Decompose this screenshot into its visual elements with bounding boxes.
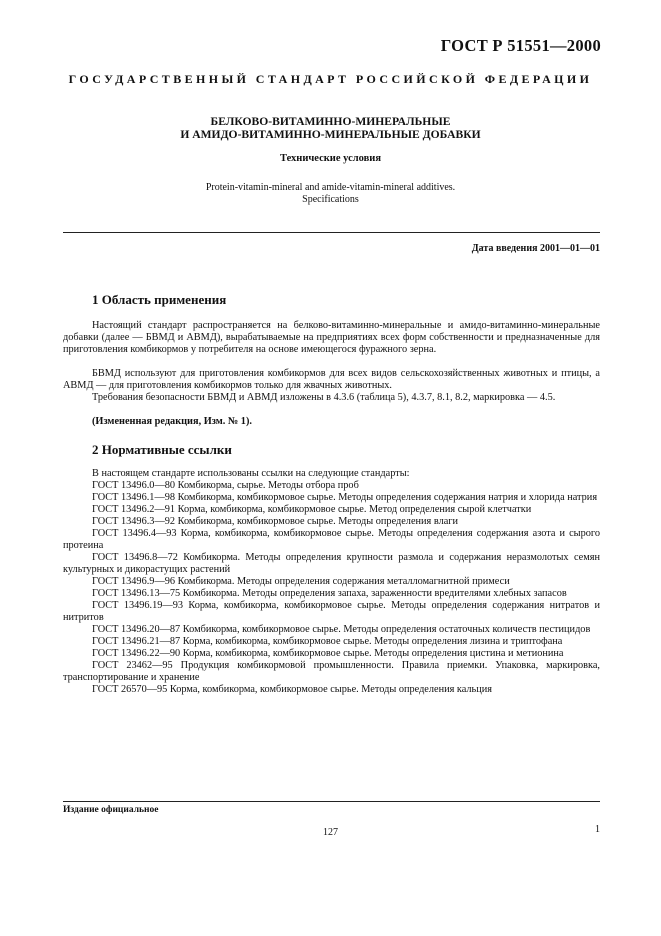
reference-item: ГОСТ 13496.1—98 Комбикорма, комбикормовое сырье. Методы определения содержания натрия и хлорида натрия xyxy=(92,492,598,503)
reference-item: ГОСТ 23462—95 Продукция комбикормовой промышленности. Правила приемки. Упаковка, маркировка, транспортирование и хранение xyxy=(63,660,600,683)
reference-item: ГОСТ 13496.4—93 Корма, комбикорма, комбикормовое сырье. Методы определения содержания азота и сырого протеина xyxy=(63,528,600,551)
title-line-2: И АМИДО-ВИТАМИННО-МИНЕРАЛЬНЫЕ ДОБАВКИ xyxy=(180,128,481,141)
section-1-heading: 1 Область применения xyxy=(92,292,227,307)
section-1-paragraph-2: БВМД используют для приготовления комбикормов для всех видов сельскохозяйственных животных и птицы, а АВМД — для приготовления комбикормов только для жвачных животных. xyxy=(63,368,600,391)
reference-item: ГОСТ 13496.0—80 Комбикорма, сырье. Методы отбора проб xyxy=(92,480,359,491)
section-1-paragraph-3: Требования безопасности БВМД и АВМД изложены в 4.3.6 (таблица 5), 4.3.7, 8.1, 8.2, маркировка — 4.5. xyxy=(92,392,556,403)
reference-item: ГОСТ 13496.22—90 Корма, комбикорма, комбикормовое сырье. Методы определения цистина и метионина xyxy=(92,648,564,659)
document-subtitle: Технические условия xyxy=(279,153,382,164)
title-line-1: БЕЛКОВО-ВИТАМИННО-МИНЕРАЛЬНЫЕ xyxy=(210,115,451,128)
reference-item: ГОСТ 26570—95 Корма, комбикорма, комбикормовое сырье. Методы определения кальция xyxy=(92,684,493,695)
top-divider xyxy=(63,232,600,233)
english-title-line-1: Protein-vitamin-mineral and amide-vitamin-mineral additives. xyxy=(205,182,456,193)
introduction-date: Дата введения 2001—01—01 xyxy=(471,243,600,254)
section-2-heading: 2 Нормативные ссылки xyxy=(92,442,232,457)
reference-item: ГОСТ 13496.20—87 Комбикорма, комбикормовое сырье. Методы определения остаточных количеств пестицидов xyxy=(92,624,591,635)
document-code: ГОСТ Р 51551—2000 xyxy=(440,36,601,55)
section-2-intro: В настоящем стандарте использованы ссылки на следующие стандарты: xyxy=(92,468,410,479)
reference-item: ГОСТ 13496.2—91 Корма, комбикорма, комбикормовое сырье. Метод определения сырой клетчатки xyxy=(92,504,532,515)
sheet-number: 1 xyxy=(595,824,600,835)
official-edition-label: Издание официальное xyxy=(63,805,159,815)
section-1-paragraph-1: Настоящий стандарт распространяется на белково-витаминно-минеральные и амидо-витаминно-минеральные добавки (далее — БВМД и АВМД), вырабатываемые на предприятиях всех форм собственности и предназначенные для приготовления комбикормов у потребителя на основе имеющегося фуражного зерна. xyxy=(63,320,600,355)
reference-item: ГОСТ 13496.3—92 Комбикорма, комбикормовое сырье. Методы определения влаги xyxy=(92,516,459,527)
english-title xyxy=(0,182,661,206)
reference-item: ГОСТ 13496.9—96 Комбикорма. Методы определения содержания металломагнитной примеси xyxy=(92,576,510,587)
section-1-amendment-note: (Измененная редакция, Изм. № 1). xyxy=(92,416,252,427)
reference-item: ГОСТ 13496.21—87 Корма, комбикорма, комбикормовое сырье. Методы определения лизина и триптофана xyxy=(92,636,563,647)
reference-item: ГОСТ 13496.13—75 Комбикорма. Методы определения запаха, зараженности вредителями хлебных запасов xyxy=(92,588,567,599)
reference-item: ГОСТ 13496.19—93 Корма, комбикорма, комбикормовое сырье. Методы определения содержания нитратов и нитритов xyxy=(63,600,600,623)
state-standard-header: ГОСУДАРСТВЕННЫЙ СТАНДАРТ РОССИЙСКОЙ ФЕДЕРАЦИИ xyxy=(68,72,593,86)
normative-references-list xyxy=(63,480,600,696)
reference-item: ГОСТ 13496.8—72 Комбикорма. Методы определения крупности размола и содержания неразмолотых семян культурных и дикорастущих растений xyxy=(63,552,600,575)
document-title xyxy=(0,115,661,141)
english-title-line-2: Specifications xyxy=(302,194,359,205)
page-number: 127 xyxy=(323,827,338,838)
bottom-divider xyxy=(63,801,600,802)
